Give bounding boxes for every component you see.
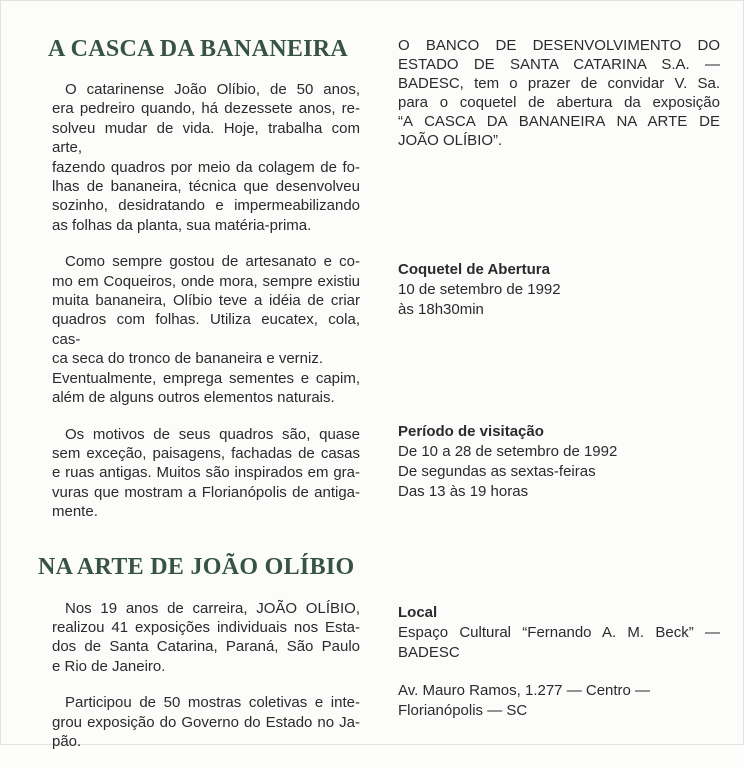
heading-casca: A CASCA DA BANANEIRA [48,36,349,62]
coquetel-section [398,260,561,320]
text-line: solveu mudar de vida. Hoje, trabalha com arte, [52,119,360,157]
text-line: ca seca do tronco de bananeira e verniz. [52,350,324,368]
text-line: vuras que mostram a Florianópolis de antiga- [52,483,360,501]
paragraph-intro [30,80,360,235]
text-line: sem exceção, paisagens, fachadas de casas [52,444,360,462]
text-line: muita bananeira, Olíbio teve a idéia de criar [52,292,360,310]
paragraph-artesanato [30,252,360,407]
text-line: mo em Coqueiros, onde mora, sempre existiu [52,272,360,290]
text-line: Eventualmente, emprega sementes e capim, [52,369,360,387]
text-line: Como sempre gostou de artesanato e co- [65,253,360,271]
paragraph-motivos [30,425,360,522]
periodo-dates: De 10 a 28 de setembro de 1992 [398,443,618,460]
text-line: quadros com folhas. Utiliza eucatex, cola, cas- [52,311,360,348]
local-city: Florianópolis — SC [398,702,528,719]
periodo-title: Período de visitação [398,423,544,440]
text-line: e Rio de Janeiro. [52,657,166,675]
coquetel-date: 10 de setembro de 1992 [398,281,561,298]
text-line: além de alguns outros elementos naturais. [52,389,335,407]
invitation-text [398,36,720,150]
text-line: O catarinense João Olíbio, de 50 anos, [65,81,360,98]
text-line: sozinho, desidratando e impermeabilizando [52,197,360,215]
text-line: BADESC, tem o prazer de convidar V. Sa. [398,75,720,92]
text-line: Os motivos de seus quadros são, quase [65,425,360,443]
text-line: Participou de 50 mostras coletivas e inte- [65,694,360,712]
coquetel-title: Coquetel de Abertura [398,261,550,278]
left-column [30,30,360,768]
paragraph-carreira [30,599,360,677]
text-line: e ruas antigas. Muitos são inspirados em gra- [52,464,360,482]
text-line: “A CASCA DA BANANEIRA NA ARTE DE [398,113,720,130]
text-line: pão. [52,732,82,750]
periodo-days: De segundas as sextas-feiras [398,463,596,480]
coquetel-time: às 18h30min [398,301,484,318]
text-line: dos de Santa Catarina, Paraná, São Paulo [52,638,360,656]
text-line: mente. [52,503,98,521]
text-line: JOÃO OLÍBIO”. [398,132,503,149]
text-line: para o coquetel de abertura da exposição [398,94,720,111]
local-section [398,603,720,721]
local-venue: Espaço Cultural “Fernando A. M. Beck” — [398,624,720,641]
paragraph-mostras [30,693,360,751]
text-line: lhas de bananeira, técnica que desenvolveu [52,178,360,196]
text-line: realizou 41 exposições individuais nos Esta- [52,618,360,636]
heading-arte: NA ARTE DE JOÃO OLÍBIO [38,553,355,580]
periodo-section [398,422,617,502]
local-title: Local [398,604,438,621]
periodo-hours: Das 13 às 19 horas [398,483,529,500]
right-column [398,36,720,719]
text-line: as folhas da planta, sua matéria-prima. [52,216,312,234]
local-venue-cont: BADESC [398,644,460,661]
text-line: ESTADO DE SANTA CATARINA S.A. — [398,56,720,73]
text-line: era pedreiro quando, há dezessete anos, re- [52,100,360,118]
text-line: O BANCO DE DESENVOLVIMENTO DO [398,37,720,54]
text-line: fazendo quadros por meio da colagem de fo- [52,158,360,176]
text-line: grou exposição do Governo do Estado no Ja- [52,713,360,731]
local-address: Av. Mauro Ramos, 1.277 — Centro — [398,682,651,699]
text-line: Nos 19 anos de carreira, JOÃO OLÍBIO, [65,599,360,617]
